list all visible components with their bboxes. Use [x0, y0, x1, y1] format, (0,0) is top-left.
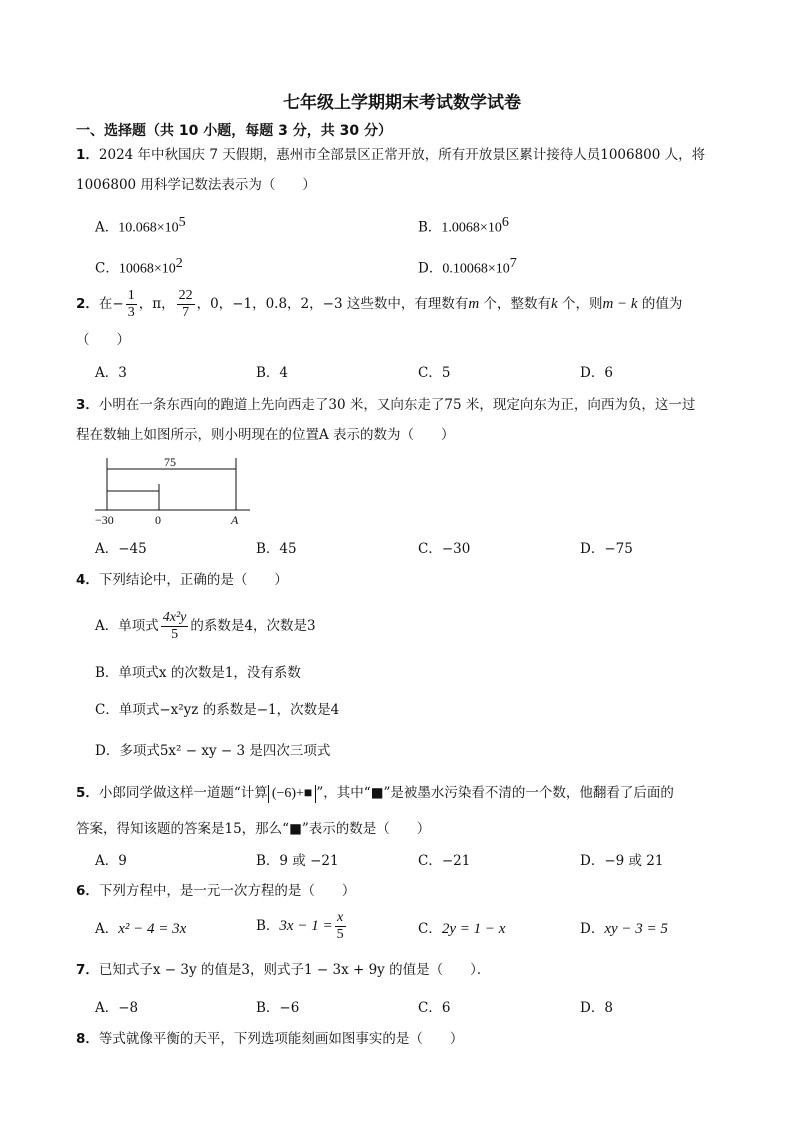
- question-number: 1．: [76, 147, 99, 163]
- option-value: 2y = 1 − x: [441, 921, 506, 937]
- question-number: 8．: [76, 1031, 99, 1047]
- question-5-line-2: 答案，得知该题的答案是15，那么“■”表示的数是（ ）: [76, 821, 431, 837]
- question-text: ”，其中“■”是被墨水污染看不清的一个数，他翻看了后面的: [316, 785, 674, 801]
- question-number: 2．: [76, 296, 99, 312]
- option-c[interactable]: C．−30: [418, 541, 471, 557]
- option-a[interactable]: A．9: [95, 853, 127, 869]
- option-value: x² − 4 = 3x: [118, 921, 187, 937]
- numerator: 1: [127, 288, 135, 303]
- question-3-line-1: [76, 396, 695, 414]
- question-number: 7．: [76, 962, 99, 978]
- option-b[interactable]: B．45: [256, 541, 297, 557]
- option-value: 10.068×10: [118, 220, 179, 236]
- option-value: 1.0068×10: [441, 220, 502, 236]
- question-text: ，0，−1，0.8，2，−3 这些数中，有理数有: [196, 296, 469, 312]
- option-c[interactable]: C．−21: [418, 853, 471, 869]
- question-text: 等式就像平衡的天平，下列选项能刻画如图事实的是（ ）: [98, 1031, 464, 1047]
- question-3-line-2: 程在数轴上如图所示，则小明现在的位置A 表示的数为（ ）: [76, 427, 455, 443]
- variable-m: m: [468, 296, 480, 312]
- option-b[interactable]: [418, 214, 509, 238]
- question-1-line-1: [76, 146, 705, 164]
- question-6-stem: [76, 882, 355, 900]
- option-label: B．: [418, 219, 442, 236]
- option-label: C．: [418, 921, 442, 937]
- fraction-22-7: [177, 288, 195, 321]
- question-number: 5．: [76, 785, 99, 801]
- denominator: 5: [171, 627, 179, 642]
- option-d[interactable]: [418, 255, 517, 279]
- variable-k: k: [550, 296, 558, 312]
- question-text: 个，整数有: [479, 296, 551, 312]
- option-b[interactable]: B．9 或 −21: [256, 853, 339, 869]
- number-line-figure: [90, 452, 260, 532]
- question-text: 小郎同学做这样一道题“计算: [98, 785, 268, 801]
- question-text: 小明在一条东西向的跑道上先向西走了30 米，又向东走了75 米，现定向东为正，向西为负，这一过: [98, 397, 696, 413]
- label-zero: 0: [155, 513, 161, 527]
- option-a[interactable]: [95, 214, 186, 238]
- monomial-fraction: [161, 610, 189, 643]
- option-a[interactable]: A．−45: [95, 541, 147, 557]
- option-label: A．: [95, 921, 119, 937]
- question-5-line-1: [76, 784, 674, 803]
- label-a: A: [231, 513, 239, 527]
- exponent: 7: [509, 256, 517, 271]
- expression: m − k: [602, 296, 638, 312]
- option-d[interactable]: D．多项式5x² − xy − 3 是四次三项式: [95, 743, 331, 759]
- absolute-value-expression: (−6)+■: [268, 785, 317, 803]
- option-value: 10068×10: [118, 261, 176, 277]
- page-title: 七年级上学期期末考试数学试卷: [283, 93, 521, 113]
- fraction-x-5: [335, 910, 346, 943]
- question-number: 3．: [76, 397, 99, 413]
- option-b[interactable]: [256, 908, 348, 944]
- question-1-line-2: 1006800 用科学记数法表示为（ ）: [76, 177, 316, 193]
- section-heading: 一、选择题（共 10 小题，每题 3 分，共 30 分）: [76, 123, 392, 139]
- option-a[interactable]: A．3: [95, 365, 127, 381]
- numerator: x: [335, 910, 346, 927]
- question-text: 的值为: [637, 296, 683, 312]
- question-4-stem: [76, 571, 288, 589]
- option-b[interactable]: B．−6: [256, 1000, 300, 1016]
- option-a[interactable]: [95, 920, 186, 938]
- label-minus-30: −30: [95, 513, 114, 527]
- option-b[interactable]: B．单项式x 的次数是1，没有系数: [95, 665, 301, 681]
- option-a[interactable]: A．−8: [95, 1000, 139, 1016]
- option-label: A．单项式: [95, 618, 159, 634]
- question-7-stem: [76, 961, 490, 979]
- numerator: 4x²y: [162, 610, 187, 625]
- question-number: 4．: [76, 572, 99, 588]
- option-label: D．: [418, 260, 443, 277]
- option-label: C．: [95, 260, 119, 277]
- option-value: xy − 3 = 5: [604, 921, 668, 937]
- option-label: D．: [580, 921, 605, 937]
- exponent: 2: [175, 256, 183, 271]
- option-label: A．: [95, 219, 119, 236]
- denominator: 5: [336, 927, 344, 942]
- option-value: 3x − 1 =: [279, 918, 333, 934]
- exponent: 5: [178, 215, 186, 230]
- option-c[interactable]: [95, 255, 183, 279]
- question-text: 2024 年中秋国庆 7 天假期，惠州市全部景区正常开放，所有开放景区累计接待人员1006800 人，将: [98, 147, 706, 163]
- question-2-paren: （ ）: [76, 332, 130, 348]
- option-d[interactable]: D．6: [580, 365, 613, 381]
- numerator: 22: [178, 288, 193, 303]
- option-c[interactable]: [418, 920, 505, 938]
- question-text: ，π，: [138, 296, 175, 312]
- exponent: 6: [501, 215, 509, 230]
- question-text: 个，则: [557, 296, 603, 312]
- label-75: 75: [164, 455, 176, 469]
- option-label: B．: [256, 918, 280, 934]
- option-d[interactable]: [580, 920, 668, 938]
- option-text: 的系数是4，次数是3: [190, 618, 316, 634]
- question-number: 6．: [76, 883, 99, 899]
- option-c[interactable]: C．5: [418, 365, 451, 381]
- option-value: 0.10068×10: [442, 261, 510, 277]
- denominator: 3: [127, 305, 135, 320]
- option-d[interactable]: D．8: [580, 1000, 613, 1016]
- question-text: 下列结论中，正确的是（ ）: [98, 572, 288, 588]
- option-c[interactable]: C．单项式−x²yz 的系数是−1，次数是4: [95, 702, 340, 718]
- question-text: 下列方程中，是一元一次方程的是（ ）: [98, 883, 356, 899]
- fraction-one-third: [126, 288, 137, 321]
- option-d[interactable]: D．−9 或 21: [580, 853, 664, 869]
- option-c[interactable]: C．6: [418, 1000, 451, 1016]
- option-a[interactable]: [95, 608, 316, 644]
- question-text: 在−: [98, 296, 124, 312]
- option-d[interactable]: D．−75: [580, 541, 633, 557]
- question-text: 已知式子x − 3y 的值是3，则式子1 − 3x + 9y 的值是（ ）．: [98, 962, 491, 978]
- question-2-stem: [76, 286, 682, 322]
- option-b[interactable]: B．4: [256, 365, 289, 381]
- denominator: 7: [182, 305, 190, 320]
- question-8-stem: [76, 1030, 463, 1048]
